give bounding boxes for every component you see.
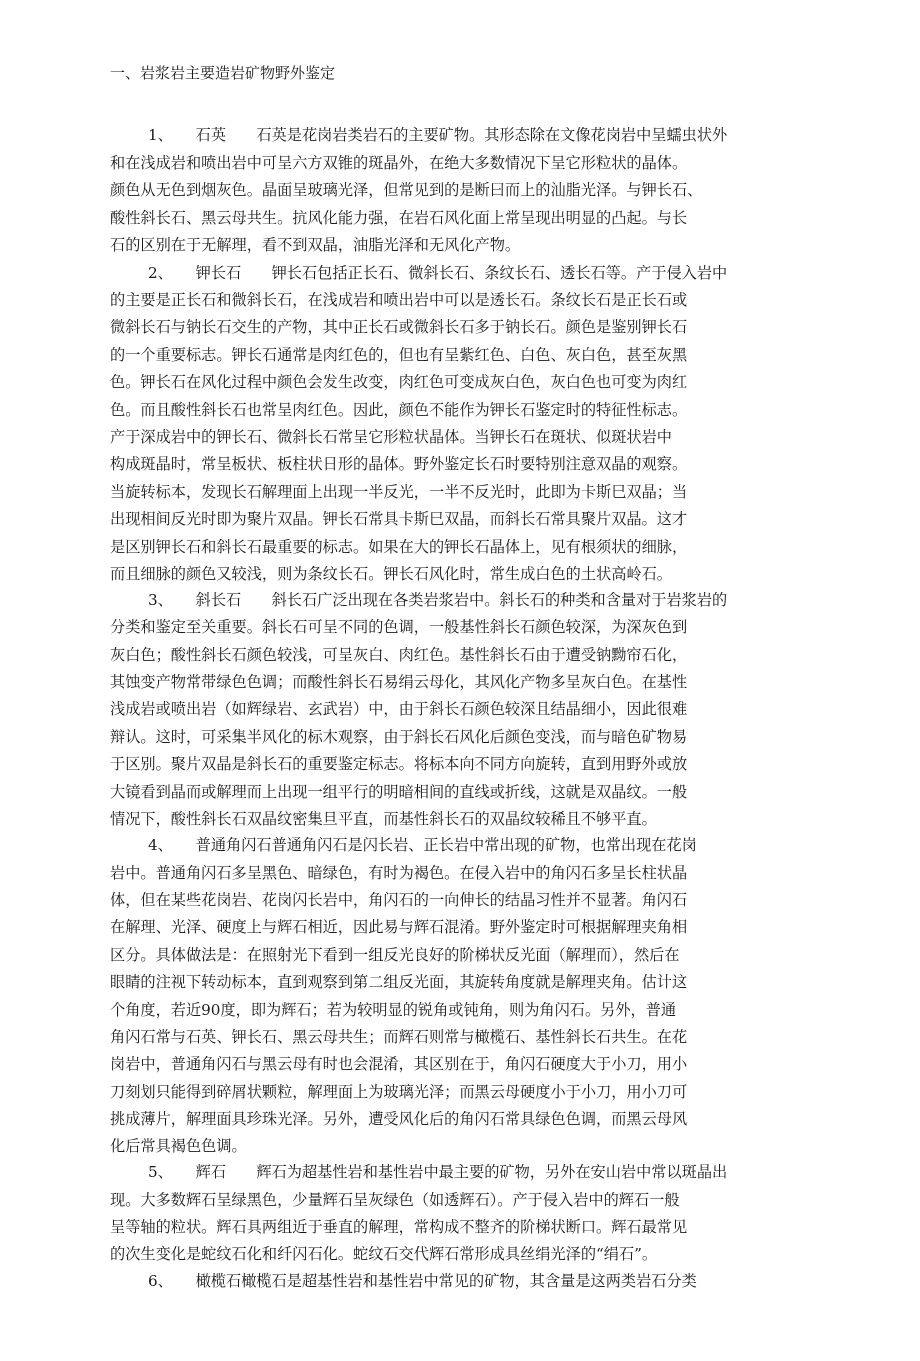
paragraph-line: 辩认。这时，可采集半风化的标木观察，由于斜长石风化后颜色变浅，而与暗色矿物易	[110, 728, 688, 746]
paragraph-line: 石的区别在于无解理，看不到双晶，油脂光泽和无风化产物。	[110, 236, 521, 254]
paragraph-line: 的主要是正长石和微斜长石，在浅成岩和喷出岩中可以是透长石。条纹长石是正长石或	[110, 291, 688, 309]
paragraph-line: 角闪石常与石英、钾长石、黑云母共生；而辉石则常与橄榄石、基性斜长石共生。在花	[110, 1028, 688, 1046]
paragraph-line: 岩中。普通角闪石多呈黑色、暗绿色，有时为褐色。在侵入岩中的角闪石多呈长柱状晶	[110, 864, 688, 882]
paragraph-line: 情况下，酸性斜长石双晶纹密集旦平直，而基性斜长石的双晶纹较稀且不够平直。	[110, 810, 657, 828]
paragraph-line: 的一个重要标志。钾长石通常是肉红色的，但也有呈紫红色、白色、灰白色，甚至灰黑	[110, 346, 688, 364]
paragraph-line: 区分。具体做法是：在照射光下看到一组反光良好的阶梯状反光面（解理而），然后在	[110, 946, 680, 964]
paragraph-line: 的次生变化是蛇纹石化和纤闪石化。蛇纹石交代辉石常形成具丝绢光泽的“绢石”。	[110, 1245, 658, 1263]
paragraph-first-line: 3、 斜长石 斜长石广泛出现在各类岩浆岩中。斜长石的种类和含量对于岩浆岩的	[148, 591, 728, 609]
paragraph-first-line: 2、 钾长石 钾长石包括正长石、微斜长石、条纹长石、透长石等。产于侵入岩中	[148, 264, 728, 282]
paragraph-line: 岗岩中，普通角闪石与黑云母有时也会混淆，其区别在于，角闪石硬度大于小刀，用小	[110, 1055, 688, 1073]
paragraph-line: 挑成薄片，解理面具珍珠光泽。另外，遭受风化后的角闪石常具绿色色调，而黑云母风	[110, 1110, 688, 1128]
paragraph-line: 体，但在某些花岗岩、花岗闪长岩中，角闪石的一向伸长的结晶习性并不显著。角闪石	[110, 891, 688, 909]
paragraph-line: 而且细脉的颜色又较浅，则为条纹长石。钾长石风化时，常生成白色的土状高岭石。	[110, 565, 672, 583]
paragraph-first-line: 5、 辉石 辉石为超基性岩和基性岩中最主要的矿物，另外在安山岩中常以斑晶出	[148, 1163, 728, 1181]
paragraph-line: 产于深成岩中的钾长石、微斜长石常呈它形粒状晶体。当钾长石在斑状、似斑状岩中	[110, 428, 672, 446]
paragraph-line: 浅成岩或喷出岩（如辉绿岩、玄武岩）中，由于斜长石颜色较深且结晶细小，因此很难	[110, 700, 688, 718]
paragraph-line: 是区别钾长石和斜长石最重要的标志。如果在大的钾长石晶体上，见有根须状的细脉，	[110, 538, 688, 556]
paragraph-line: 大镜看到晶而或解理而上出现一组平行的明暗相间的直线或折线，这就是双晶纹。一般	[110, 783, 688, 801]
paragraph-line: 在解理、光泽、硬度上与辉石相近，因此易与辉石混淆。野外鉴定时可根据解理夹角相	[110, 918, 688, 936]
paragraph-line: 于区别。聚片双晶是斜长石的重要鉴定标志。将标本向不同方向旋转，直到用野外或放	[110, 755, 688, 773]
paragraph-line: 和在浅成岩和喷出岩中可呈六方双锥的斑晶外，在绝大多数情况下呈它形粒状的晶体。	[110, 154, 688, 172]
paragraph-first-line: 6、 橄榄石橄榄石是超基性岩和基性岩中常见的矿物，其含量是这两类岩石分类	[148, 1272, 697, 1290]
paragraph-line: 色。钾长石在风化过程中颜色会发生改变，肉红色可变成灰白色，灰白色也可变为肉红	[110, 373, 688, 391]
paragraph-line: 个角度，若近90度，即为辉石；若为较明显的锐角或钝角，则为角闪石。另外，普通	[110, 1001, 677, 1019]
section-heading: 一、岩浆岩主要造岩矿物野外鉴定	[110, 64, 336, 82]
paragraph-line: 出现相间反光时即为聚片双晶。钾长石常具卡斯巳双晶，而斜长石常具聚片双晶。这才	[110, 510, 688, 528]
paragraph-line: 化后常具褐色色调。	[110, 1137, 247, 1155]
paragraph-first-line: 1、 石英 石英是花岗岩类岩石的主要矿物。其形态除在文像花岗岩中呈蠕虫状外	[148, 126, 728, 144]
paragraph-line: 分类和鉴定至关重要。斜长石可呈不同的色调，一般基性斜长石颜色较深，为深灰色到	[110, 618, 688, 636]
paragraph-line: 现。大多数辉石呈绿黑色，少量辉石呈灰绿色（如透辉石）。产于侵入岩中的辉石一般	[110, 1191, 680, 1209]
paragraph-line: 构成斑晶时，常呈板状、板柱状日形的晶体。野外鉴定长石时要特别注意双晶的观察。	[110, 455, 688, 473]
paragraph-first-line: 4、 普通角闪石普通角闪石是闪长岩、正长岩中常出现的矿物，也常出现在花岗	[148, 836, 697, 854]
paragraph-line: 当旋转标本，发现长石解理面上出现一半反光，一半不反光时，此即为卡斯巳双晶；当	[110, 483, 688, 501]
paragraph-line: 微斜长石与钠长石交生的产物，其中正长石或微斜长石多于钠长石。颜色是鉴别钾长石	[110, 318, 688, 336]
paragraph-line: 灰白色；酸性斜长石颜色较浅，可呈灰白、肉红色。基性斜长石由于遭受钠黝帘石化，	[110, 646, 688, 664]
paragraph-line: 色。而且酸性斜长石也常呈肉红色。因此，颜色不能作为钾长石鉴定时的特征性标志。	[110, 401, 688, 419]
paragraph-line: 刀刻划只能得到碎屑状颗粒，解理面上为玻璃光泽；而黑云母硬度小于小刀，用小刀可	[110, 1083, 688, 1101]
paragraph-line: 眼睛的注视下转动标本，直到观察到第二组反光面，其旋转角度就是解理夹角。估计这	[110, 973, 688, 991]
paragraph-line: 颜色从无色到烟灰色。晶面呈玻璃光泽，但常见到的是断曰而上的汕脂光泽。与钾长石、	[110, 181, 703, 199]
paragraph-line: 其蚀变产物常带绿色色调；而酸性斜长石易绢云母化，其风化产物多呈灰白色。在基性	[110, 673, 688, 691]
paragraph-line: 呈等轴的粒状。辉石具两组近于垂直的解理，常构成不整齐的阶梯状断口。辉石最常见	[110, 1218, 688, 1236]
paragraph-line: 酸性斜长石、黑云母共生。抗风化能力强，在岩石风化面上常呈现出明显的凸起。与长	[110, 209, 688, 227]
